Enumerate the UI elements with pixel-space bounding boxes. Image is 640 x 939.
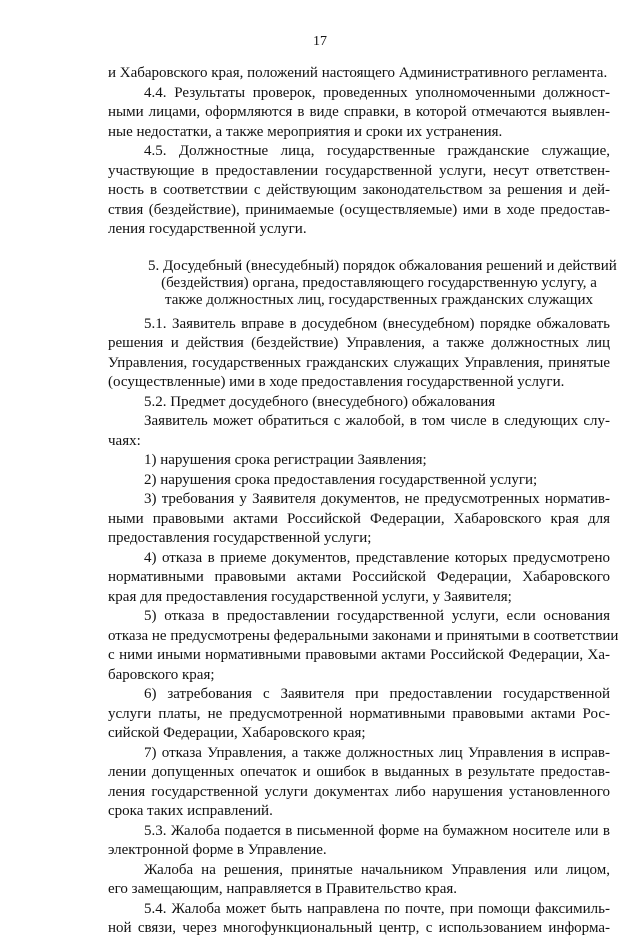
text-line: его замещающим, направляется в Правительство края. bbox=[108, 881, 458, 897]
text-line: 5.3. Жалоба подается в письменной форме на бумажном носителе или в bbox=[144, 822, 610, 839]
text-line: сийской Федерации, Хабаровского края; bbox=[108, 725, 366, 741]
text-line: края для предоставления государственной услуги, у Заявителя; bbox=[108, 588, 512, 605]
heading-line: 5. Досудебный (внесудебный) порядок обжалования решений и действий bbox=[148, 257, 617, 274]
section-heading bbox=[148, 257, 617, 309]
text-line: Жалоба на решения, принятые начальником Управления или лицом, bbox=[144, 861, 610, 878]
text-line: электронной форме в Управление. bbox=[108, 842, 327, 858]
text-line: участвующие в предоставлении государственной услуги, несут ответствен- bbox=[108, 162, 610, 179]
page-number: 17 bbox=[313, 34, 327, 49]
text-line: ные недостатки, а также мероприятия и сроки их устранения. bbox=[108, 123, 503, 140]
text-line: срока таких исправлений. bbox=[108, 803, 273, 819]
document-body bbox=[108, 64, 619, 939]
text-line: ствия (бездействие), принимаемые (осуществляемые) ими в ходе предостав- bbox=[108, 201, 610, 218]
text-line: баровского края; bbox=[108, 666, 215, 683]
text-line: ность в соответствии с действующим законодательством за решения и дей- bbox=[108, 182, 610, 198]
text-line: и Хабаровского края, положений настоящего Административного регламента. bbox=[108, 65, 608, 81]
text-line: ными правовыми актами Российской Федерации, Хабаровского края для bbox=[108, 510, 610, 527]
text-line: 4.4. Результаты проверок, проведенных уполномоченными должност- bbox=[144, 84, 610, 101]
text-line: 6) затребования с Заявителя при предоставлении государственной bbox=[144, 686, 610, 702]
text-line: Заявитель может обратиться с жалобой, в том числе в следующих слу- bbox=[144, 413, 610, 429]
text-line: ными лицами, оформляются в виде справки, в которой отмечаются выявлен- bbox=[108, 104, 610, 120]
text-line: услуги платы, не предусмотренной нормативными правовыми актами Рос- bbox=[108, 705, 610, 722]
text-line: решения и действия (бездействие) Управления, а также должностных лиц bbox=[108, 335, 610, 351]
heading-line: также должностных лиц, государственных гражданских служащих bbox=[164, 291, 593, 308]
text-line: чаях: bbox=[108, 432, 141, 449]
text-line: 4.5. Должностные лица, государственные гражданские служащие, bbox=[144, 143, 610, 159]
text-line: 3) требования у Заявителя документов, не предусмотренных норматив- bbox=[144, 491, 610, 507]
text-line: нормативными правовыми актами Российской Федерации, Хабаровского bbox=[108, 569, 610, 585]
text-line: отказа не предусмотрены федеральными законами и принятыми в соответствии bbox=[108, 627, 619, 644]
text-line: предоставления государственной услуги; bbox=[108, 530, 372, 546]
text-line: 5.1. Заявитель вправе в досудебном (внесудебном) порядке обжаловать bbox=[144, 315, 610, 332]
text-line: 5) отказа в предоставлении государственной услуги, если основания bbox=[144, 608, 610, 624]
text-line: 7) отказа Управления, а также должностных лиц Управления в исправ- bbox=[144, 744, 610, 761]
text-line: (осуществленные) ими в ходе предоставления государственной услуги. bbox=[108, 374, 565, 390]
spacer bbox=[108, 240, 610, 258]
text-line: 5.2. Предмет досудебного (внесудебного) обжалования bbox=[144, 393, 496, 410]
heading-line: (бездействия) органа, предоставляющего государственную услугу, а bbox=[161, 274, 597, 291]
text-line: ной связи, через многофункциональный центр, с использованием информа- bbox=[108, 920, 610, 936]
text-line: с ними иными нормативными правовыми актами Российской Федерации, Ха- bbox=[108, 647, 610, 663]
text-line: лении допущенных опечаток и ошибок в выданных в результате предостав- bbox=[108, 764, 610, 780]
text-line: Управления, государственных гражданских служащих Управления, принятые bbox=[108, 354, 610, 371]
text-line: 4) отказа в приеме документов, представление которых предусмотрено bbox=[144, 549, 610, 566]
text-line: ления государственной услуги документах либо нарушения установленного bbox=[108, 783, 610, 800]
text-line: 1) нарушения срока регистрации Заявления; bbox=[144, 452, 427, 468]
text-line: 5.4. Жалоба может быть направлена по почте, при помощи факсимиль- bbox=[144, 900, 610, 917]
text-line: 2) нарушения срока предоставления государственной услуги; bbox=[144, 471, 538, 488]
text-line: ления государственной услуги. bbox=[108, 221, 307, 237]
